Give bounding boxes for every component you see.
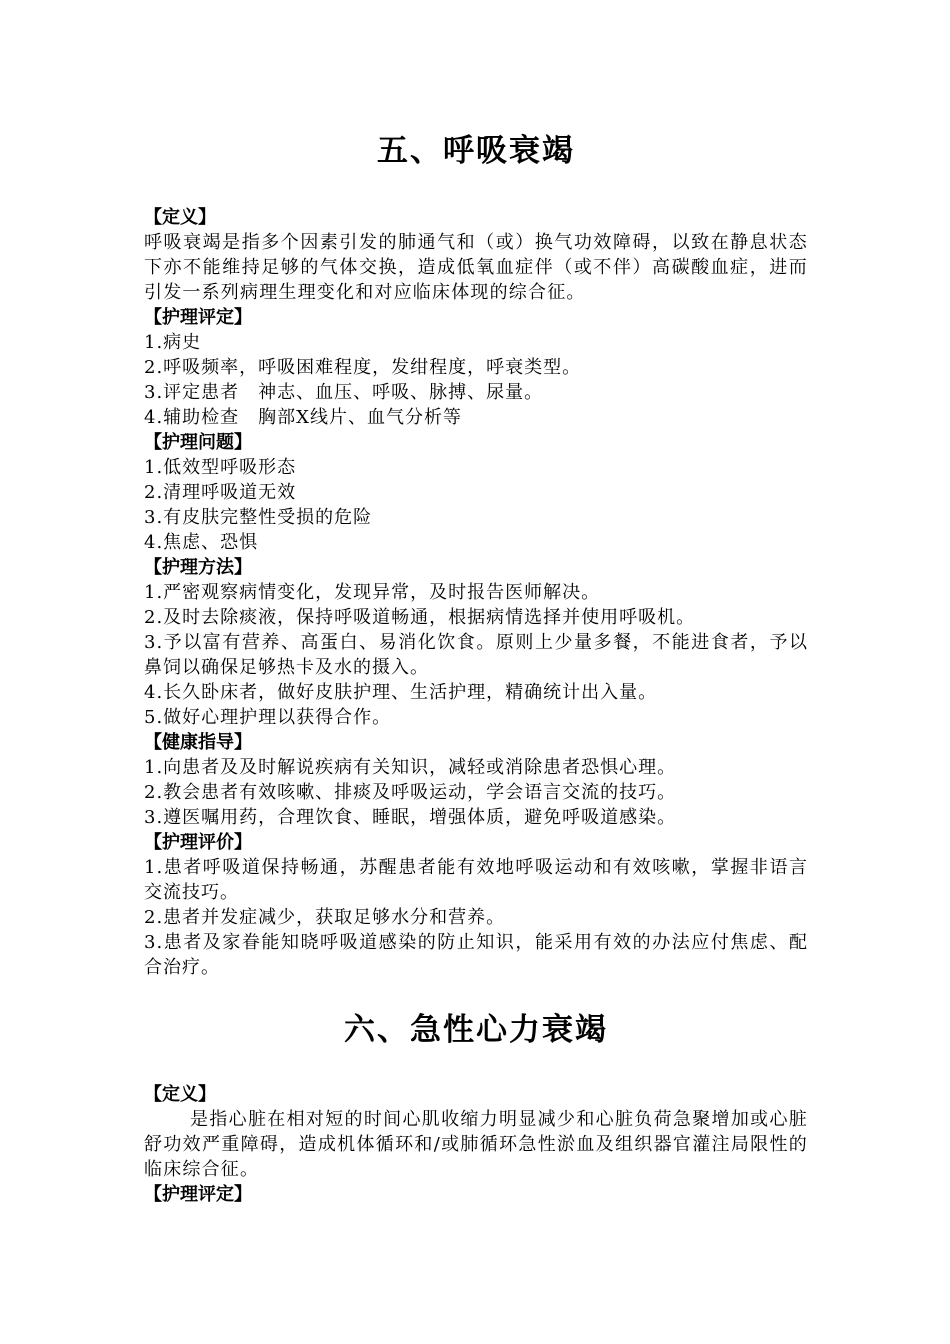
- method-item: 2.及时去除痰液，保持呼吸道畅通，根据病情选择并使用呼吸机。: [144, 607, 696, 628]
- evaluation-heading: 【护理评价】: [144, 832, 252, 853]
- problem-item: 4.焦虑、恐惧: [144, 532, 259, 553]
- assessment-heading: 【护理评定】: [144, 1184, 252, 1205]
- problem-item: 1.低效型呼吸形态: [144, 457, 297, 478]
- evaluation-item: 2.患者并发症减少，获取足够水分和营养。: [144, 907, 506, 928]
- method-item: 3.予以富有营养、高蛋白、易消化饮食。原则上少量多餐，不能进食者，予以鼻饲以确保足够热卡及水的摄入。: [144, 632, 808, 678]
- method-item: 5.做好心理护理以获得合作。: [144, 707, 392, 728]
- evaluation-item: 1.患者呼吸道保持畅通，苏醒患者能有效地呼吸运动和有效咳嗽，掌握非语言交流技巧。: [144, 857, 808, 903]
- definition-heading: 【定义】: [144, 1084, 216, 1105]
- method-item: 1.严密观察病情变化，发现异常，及时报告医师解决。: [144, 582, 601, 603]
- method-item: 4.长久卧床者，做好皮肤护理、生活护理，精确统计出入量。: [144, 682, 658, 703]
- assessment-heading: 【护理评定】: [144, 307, 252, 328]
- problems-heading: 【护理问题】: [144, 432, 252, 453]
- assessment-item: 4.辅助检查 胸部X线片、血气分析等: [144, 407, 462, 428]
- evaluation-item: 3.患者及家眷能知晓呼吸道感染的防止知识，能采用有效的办法应付焦虑、配合治疗。: [144, 932, 808, 978]
- guidance-item: 1.向患者及及时解说疾病有关知识，减轻或消除患者恐惧心理。: [144, 757, 677, 778]
- guidance-item: 3.遵医嘱用药，合理饮食、睡眠，增强体质，避免呼吸道感染。: [144, 807, 677, 828]
- definition-text: 呼吸衰竭是指多个因素引发的肺通气和（或）换气功效障碍，以致在静息状态下亦不能维持足够的气体交换，造成低氧血症伴（或不伴）高碳酸血症，进而引发一系列病理生理变化和对应临床体现的综合征。: [144, 232, 808, 303]
- section-title: 六、急性心力衰竭: [344, 1012, 608, 1048]
- assessment-item: 3.评定患者 神志、血压、呼吸、脉搏、尿量。: [144, 382, 544, 403]
- definition-heading: 【定义】: [144, 207, 216, 228]
- assessment-item: 1.病史: [144, 332, 202, 353]
- assessment-item: 2.呼吸频率，呼吸困难程度，发绀程度，呼衰类型。: [144, 357, 582, 378]
- section-title: 五、呼吸衰竭: [377, 133, 575, 169]
- document-page: [144, 0, 808, 1207]
- problem-item: 3.有皮肤完整性受损的危险: [144, 507, 373, 528]
- definition-text: 是指心脏在相对短的时间心肌收缩力明显减少和心脏负荷急聚增加或心脏舒功效严重障碍，造成机体循环和/或肺循环急性淤血及组织器官灌注局限性的临床综合征。: [144, 1109, 808, 1180]
- guidance-heading: 【健康指导】: [144, 732, 252, 753]
- problem-item: 2.清理呼吸道无效: [144, 482, 297, 503]
- methods-heading: 【护理方法】: [144, 557, 252, 578]
- guidance-item: 2.教会患者有效咳嗽、排痰及呼吸运动，学会语言交流的技巧。: [144, 782, 677, 803]
